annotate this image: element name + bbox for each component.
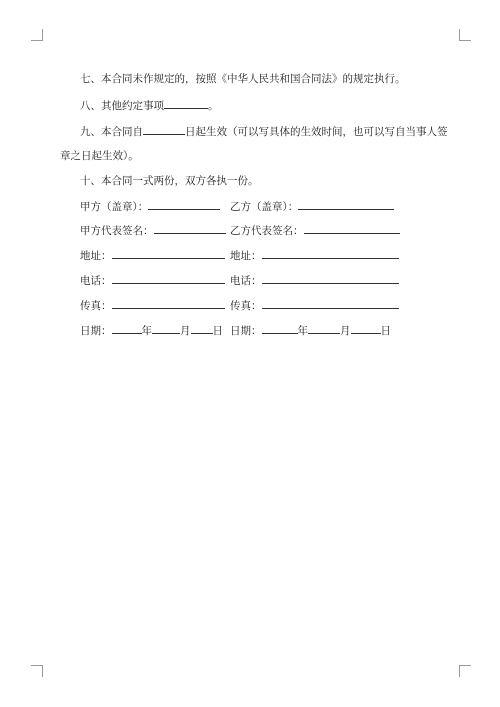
party-b-date-label: 日期： bbox=[230, 325, 262, 337]
clause-9-start: 九、本合同自 bbox=[80, 126, 143, 138]
party-b-year-label: 年 bbox=[297, 325, 308, 337]
party-a-day-label: 日 bbox=[212, 325, 223, 337]
party-a-fax bbox=[80, 297, 225, 313]
party-a-rep-line[interactable] bbox=[154, 222, 226, 234]
party-a-year-label: 年 bbox=[141, 325, 152, 337]
party-b-fax bbox=[230, 297, 399, 313]
clause-9 bbox=[80, 123, 448, 139]
party-a-rep-label: 甲方代表签名： bbox=[80, 225, 154, 237]
party-b-day-line[interactable] bbox=[351, 322, 381, 334]
clause-8-end: 。 bbox=[208, 100, 219, 112]
party-b-date bbox=[230, 322, 391, 338]
party-b-day-label: 日 bbox=[380, 325, 391, 337]
party-b-phone-line[interactable] bbox=[262, 272, 399, 284]
clause-10-text: 十、本合同一式两份，双方各执一份。 bbox=[80, 175, 259, 187]
party-a-phone-label: 电话： bbox=[80, 275, 112, 287]
clause-8-text: 八、其他约定事项 bbox=[80, 100, 164, 112]
crop-mark-top-left bbox=[31, 29, 43, 41]
clause-7 bbox=[80, 72, 406, 86]
party-a-seal-line[interactable] bbox=[148, 198, 220, 210]
party-a-address-line[interactable] bbox=[112, 247, 225, 259]
clause-9-line2-text: 章之日起生效）。 bbox=[60, 150, 139, 162]
crop-mark-bottom-left bbox=[31, 665, 43, 677]
clause-8 bbox=[80, 97, 219, 113]
crop-mark-bottom-right bbox=[459, 665, 471, 677]
party-b-year-line[interactable] bbox=[262, 322, 298, 334]
party-b-address-line[interactable] bbox=[262, 247, 399, 259]
party-b-month-label: 月 bbox=[340, 325, 351, 337]
clause-8-blank[interactable] bbox=[164, 97, 208, 109]
party-a-rep bbox=[80, 222, 226, 238]
crop-mark-top-right bbox=[459, 29, 471, 41]
party-a-date-label: 日期： bbox=[80, 325, 112, 337]
party-a-seal bbox=[80, 198, 220, 214]
party-a-month-line[interactable] bbox=[152, 322, 180, 334]
party-a-phone-line[interactable] bbox=[112, 272, 225, 284]
clause-9-rest: 日起生效（可以写具体的生效时间，也可以写自当事人签 bbox=[185, 126, 448, 138]
party-b-rep-label: 乙方代表签名： bbox=[230, 225, 304, 237]
clause-9-line2 bbox=[60, 149, 139, 163]
party-b-fax-line[interactable] bbox=[262, 297, 399, 309]
party-b-phone bbox=[230, 272, 399, 288]
party-a-fax-line[interactable] bbox=[112, 297, 225, 309]
party-b-seal-line[interactable] bbox=[298, 198, 394, 210]
party-a-address bbox=[80, 247, 225, 263]
party-a-address-label: 地址： bbox=[80, 250, 112, 262]
clause-9-blank[interactable] bbox=[143, 123, 185, 135]
party-b-address-label: 地址： bbox=[230, 250, 262, 262]
party-b-phone-label: 电话： bbox=[230, 275, 262, 287]
party-a-month-label: 月 bbox=[180, 325, 191, 337]
party-b-rep-line[interactable] bbox=[304, 222, 400, 234]
clause-10 bbox=[80, 174, 259, 188]
party-a-phone bbox=[80, 272, 225, 288]
clause-7-text: 七、本合同未作规定的，按照《中华人民共和国合同法》的规定执行。 bbox=[80, 73, 406, 85]
party-b-seal-label: 乙方（盖章）： bbox=[230, 201, 299, 213]
party-b-rep bbox=[230, 222, 400, 238]
party-a-year-line[interactable] bbox=[112, 322, 142, 334]
party-b-address bbox=[230, 247, 399, 263]
party-a-seal-label: 甲方（盖章）： bbox=[80, 201, 149, 213]
party-b-seal bbox=[230, 198, 394, 214]
party-a-day-line[interactable] bbox=[191, 322, 213, 334]
party-b-month-line[interactable] bbox=[308, 322, 340, 334]
party-b-fax-label: 传真： bbox=[230, 300, 262, 312]
party-a-date bbox=[80, 322, 223, 338]
party-a-fax-label: 传真： bbox=[80, 300, 112, 312]
